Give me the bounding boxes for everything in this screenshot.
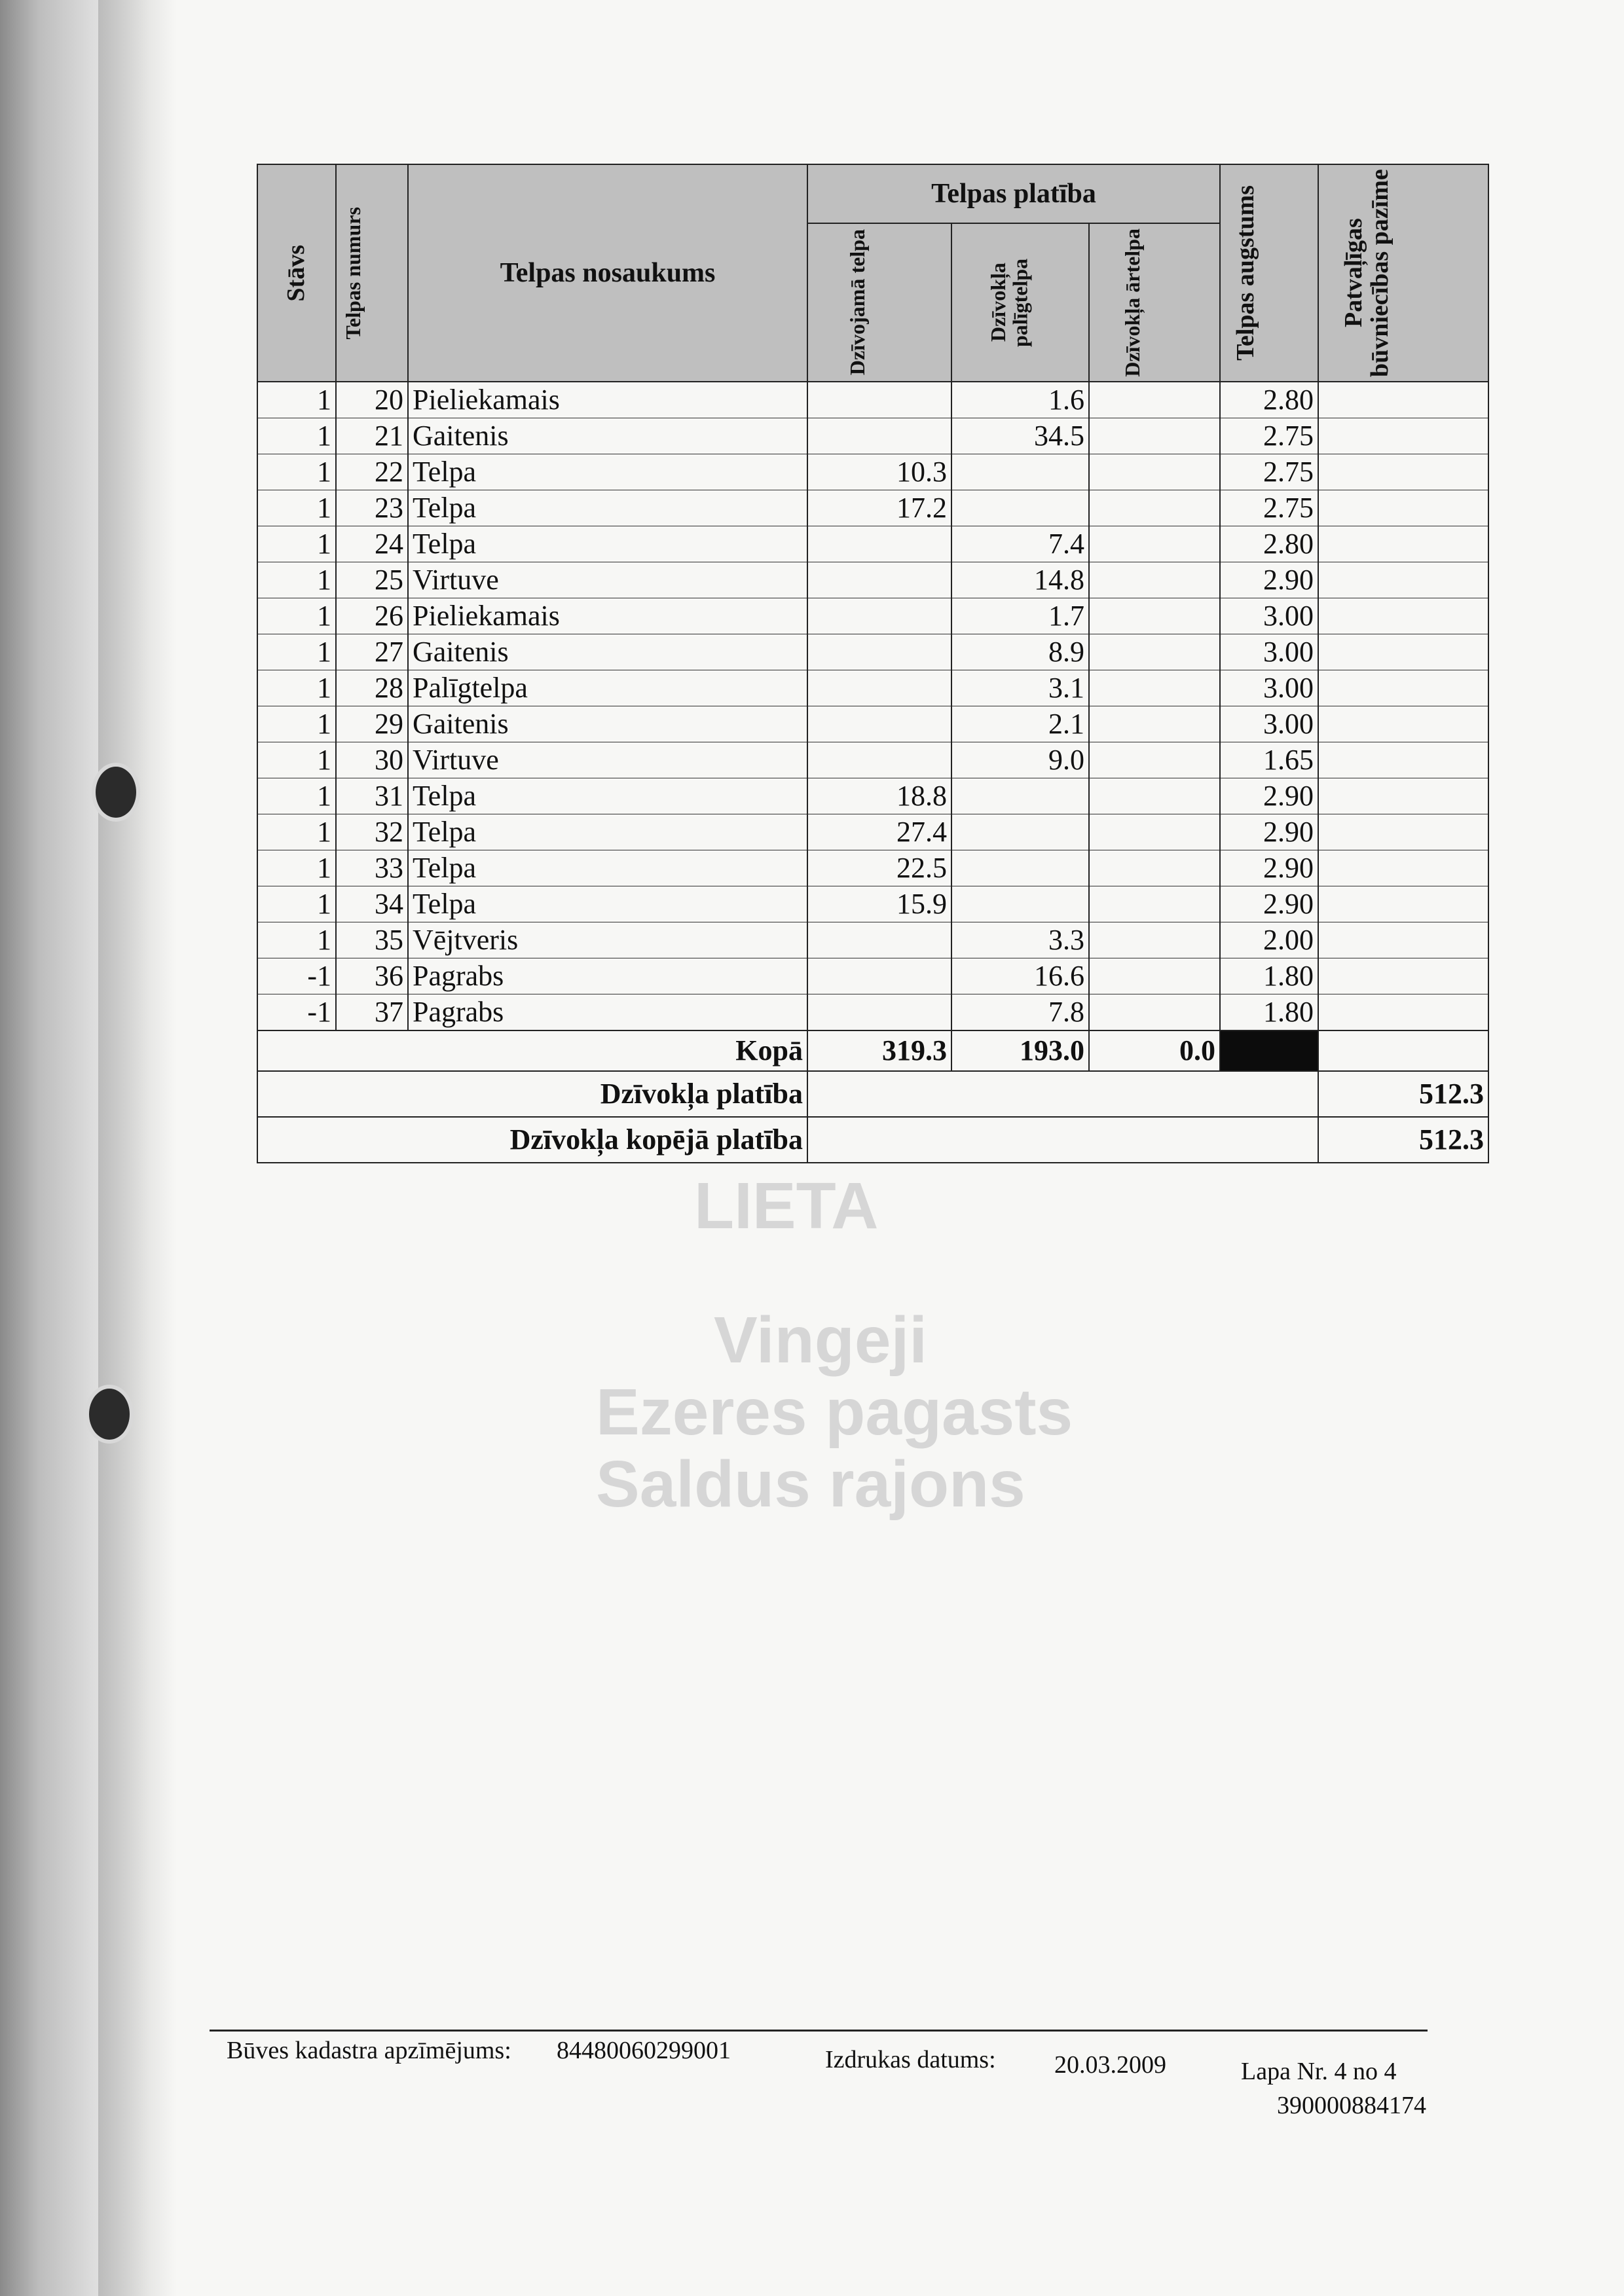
row-room-number: 24: [336, 526, 408, 562]
row-living-area: [807, 634, 951, 670]
row-height: 2.75: [1220, 454, 1318, 490]
row-unauthorized-mark: [1318, 778, 1488, 814]
row-unauthorized-mark: [1318, 742, 1488, 778]
row-unauthorized-mark: [1318, 526, 1488, 562]
row-room-number: 20: [336, 382, 408, 418]
row-floor: 1: [257, 598, 336, 634]
row-floor: 1: [257, 670, 336, 706]
table-row: [257, 490, 1488, 526]
cadastre-value: 84480060299001: [557, 2037, 731, 2064]
row-auxiliary-area: 1.6: [951, 382, 1089, 418]
header-room-number: Telpas numurs: [336, 164, 408, 382]
apartment-area-value: 512.3: [1318, 1071, 1488, 1117]
apartment-area-spacer: [807, 1071, 1318, 1117]
row-room-name: Pagrabs: [408, 994, 807, 1031]
row-floor: -1: [257, 994, 336, 1031]
row-auxiliary-area: 1.7: [951, 598, 1089, 634]
row-floor: 1: [257, 814, 336, 850]
row-height: 2.90: [1220, 850, 1318, 886]
row-auxiliary-area: 7.4: [951, 526, 1089, 562]
row-room-name: Telpa: [408, 526, 807, 562]
row-auxiliary-area: 2.1: [951, 706, 1089, 742]
row-height: 3.00: [1220, 706, 1318, 742]
row-height: 2.80: [1220, 526, 1318, 562]
row-auxiliary-area: 3.3: [951, 922, 1089, 958]
row-room-number: 31: [336, 778, 408, 814]
row-floor: 1: [257, 382, 336, 418]
row-living-area: [807, 742, 951, 778]
row-floor: 1: [257, 886, 336, 922]
row-auxiliary-area: 16.6: [951, 958, 1089, 994]
header-living: Dzīvojamā telpa: [807, 223, 951, 382]
row-outdoor-area: [1089, 850, 1220, 886]
row-auxiliary-area: [951, 850, 1089, 886]
row-unauthorized-mark: [1318, 958, 1488, 994]
row-outdoor-area: [1089, 418, 1220, 454]
row-living-area: [807, 922, 951, 958]
totals-auxiliary: 193.0: [951, 1030, 1089, 1071]
row-room-name: Gaitenis: [408, 706, 807, 742]
row-room-name: Palīgtelpa: [408, 670, 807, 706]
row-auxiliary-area: 8.9: [951, 634, 1089, 670]
ghost-text-line2: Ezeres pagasts: [596, 1376, 1073, 1449]
row-living-area: 10.3: [807, 454, 951, 490]
row-floor: 1: [257, 634, 336, 670]
row-unauthorized-mark: [1318, 922, 1488, 958]
totals-height-blacked: [1220, 1030, 1318, 1071]
row-living-area: 22.5: [807, 850, 951, 886]
totals-label: Kopā: [257, 1030, 807, 1071]
row-outdoor-area: [1089, 562, 1220, 598]
apartment-total-area-spacer: [807, 1117, 1318, 1163]
row-auxiliary-area: [951, 490, 1089, 526]
row-height: 1.65: [1220, 742, 1318, 778]
row-height: 1.80: [1220, 994, 1318, 1031]
row-unauthorized-mark: [1318, 562, 1488, 598]
table-row: [257, 598, 1488, 634]
row-floor: -1: [257, 958, 336, 994]
row-height: 3.00: [1220, 598, 1318, 634]
footer-rule: [210, 2030, 1428, 2032]
row-auxiliary-area: [951, 778, 1089, 814]
row-room-name: Virtuve: [408, 562, 807, 598]
header-outdoor: Dzīvokļa ārtelpa: [1089, 223, 1220, 382]
document-number: 390000884174: [1277, 2092, 1426, 2119]
row-unauthorized-mark: [1318, 994, 1488, 1031]
row-living-area: [807, 526, 951, 562]
row-living-area: 18.8: [807, 778, 951, 814]
header-area-group: Telpas platība: [807, 164, 1220, 223]
row-room-number: 32: [336, 814, 408, 850]
table-row: [257, 850, 1488, 886]
row-unauthorized-mark: [1318, 454, 1488, 490]
row-outdoor-area: [1089, 814, 1220, 850]
row-auxiliary-area: 9.0: [951, 742, 1089, 778]
table-row: [257, 922, 1488, 958]
row-auxiliary-area: 14.8: [951, 562, 1089, 598]
page-footer: [210, 2030, 1428, 2121]
row-auxiliary-area: 3.1: [951, 670, 1089, 706]
row-height: 2.00: [1220, 922, 1318, 958]
print-date-value: 20.03.2009: [1054, 2051, 1166, 2079]
row-floor: 1: [257, 742, 336, 778]
ghost-text-line3: Saldus rajons: [596, 1448, 1025, 1521]
row-outdoor-area: [1089, 454, 1220, 490]
row-auxiliary-area: [951, 886, 1089, 922]
row-outdoor-area: [1089, 922, 1220, 958]
row-unauthorized-mark: [1318, 382, 1488, 418]
row-height: 2.75: [1220, 490, 1318, 526]
table-row: [257, 670, 1488, 706]
row-unauthorized-mark: [1318, 706, 1488, 742]
header-floor: Stāvs: [257, 164, 336, 382]
table-row: [257, 778, 1488, 814]
row-floor: 1: [257, 706, 336, 742]
row-room-number: 21: [336, 418, 408, 454]
row-living-area: 15.9: [807, 886, 951, 922]
table-row: [257, 994, 1488, 1031]
row-room-number: 33: [336, 850, 408, 886]
row-outdoor-area: [1089, 490, 1220, 526]
row-room-number: 35: [336, 922, 408, 958]
header-auxiliary: Dzīvokļa palīgtelpa: [951, 223, 1089, 382]
row-auxiliary-area: [951, 814, 1089, 850]
table-row: [257, 454, 1488, 490]
row-living-area: 17.2: [807, 490, 951, 526]
row-room-name: Telpa: [408, 814, 807, 850]
row-outdoor-area: [1089, 706, 1220, 742]
ghost-text-line1: Vingeji: [714, 1303, 928, 1377]
row-room-number: 28: [336, 670, 408, 706]
row-unauthorized-mark: [1318, 490, 1488, 526]
row-outdoor-area: [1089, 670, 1220, 706]
row-living-area: [807, 598, 951, 634]
row-outdoor-area: [1089, 742, 1220, 778]
row-room-name: Virtuve: [408, 742, 807, 778]
row-height: 2.80: [1220, 382, 1318, 418]
row-height: 3.00: [1220, 670, 1318, 706]
row-living-area: 27.4: [807, 814, 951, 850]
table-row: [257, 382, 1488, 418]
row-room-name: Pagrabs: [408, 958, 807, 994]
header-room-name: Telpas nosaukums: [408, 164, 807, 382]
row-room-number: 25: [336, 562, 408, 598]
table-row: [257, 418, 1488, 454]
table-row: [257, 562, 1488, 598]
table-row: [257, 634, 1488, 670]
row-height: 2.90: [1220, 562, 1318, 598]
table-row: [257, 526, 1488, 562]
row-room-name: Gaitenis: [408, 634, 807, 670]
row-living-area: [807, 994, 951, 1031]
row-floor: 1: [257, 778, 336, 814]
row-room-number: 27: [336, 634, 408, 670]
row-floor: 1: [257, 922, 336, 958]
totals-outdoor: 0.0: [1089, 1030, 1220, 1071]
row-room-number: 30: [336, 742, 408, 778]
row-floor: 1: [257, 850, 336, 886]
row-living-area: [807, 382, 951, 418]
table-row: [257, 958, 1488, 994]
row-height: 2.90: [1220, 778, 1318, 814]
row-room-number: 23: [336, 490, 408, 526]
row-height: 2.90: [1220, 814, 1318, 850]
row-room-name: Gaitenis: [408, 418, 807, 454]
row-room-number: 37: [336, 994, 408, 1031]
ghost-text-line4: LIETA: [694, 1169, 879, 1243]
row-room-name: Telpa: [408, 454, 807, 490]
row-outdoor-area: [1089, 958, 1220, 994]
totals-empty: [1318, 1030, 1488, 1071]
row-room-number: 34: [336, 886, 408, 922]
row-room-number: 26: [336, 598, 408, 634]
row-living-area: [807, 418, 951, 454]
header-height: Telpas augstums: [1220, 164, 1318, 382]
row-room-name: Pieliekamais: [408, 382, 807, 418]
table-row: [257, 742, 1488, 778]
row-auxiliary-area: 34.5: [951, 418, 1089, 454]
totals-living: 319.3: [807, 1030, 951, 1071]
row-height: 1.80: [1220, 958, 1318, 994]
punch-hole-top: [92, 763, 140, 822]
row-auxiliary-area: 7.8: [951, 994, 1089, 1031]
row-floor: 1: [257, 454, 336, 490]
row-room-number: 36: [336, 958, 408, 994]
apartment-total-area-value: 512.3: [1318, 1117, 1488, 1163]
row-outdoor-area: [1089, 778, 1220, 814]
row-height: 3.00: [1220, 634, 1318, 670]
row-height: 2.90: [1220, 886, 1318, 922]
row-outdoor-area: [1089, 598, 1220, 634]
row-outdoor-area: [1089, 886, 1220, 922]
row-outdoor-area: [1089, 526, 1220, 562]
table-row: [257, 814, 1488, 850]
apartment-area-label: Dzīvokļa platība: [257, 1071, 807, 1117]
row-outdoor-area: [1089, 382, 1220, 418]
row-floor: 1: [257, 526, 336, 562]
rooms-table: [257, 164, 1489, 1163]
table-row: [257, 886, 1488, 922]
header-unauthorized: Patvaļīgas būvniecības pazīme: [1318, 164, 1488, 382]
row-outdoor-area: [1089, 994, 1220, 1031]
row-unauthorized-mark: [1318, 850, 1488, 886]
row-room-name: Telpa: [408, 886, 807, 922]
row-living-area: [807, 670, 951, 706]
print-date-label: Izdrukas datums:: [825, 2046, 996, 2073]
row-unauthorized-mark: [1318, 670, 1488, 706]
apartment-total-area-label: Dzīvokļa kopējā platība: [257, 1117, 807, 1163]
row-room-name: Pieliekamais: [408, 598, 807, 634]
punch-hole-bottom: [85, 1385, 134, 1444]
row-room-name: Telpa: [408, 778, 807, 814]
table-row: [257, 706, 1488, 742]
row-room-number: 22: [336, 454, 408, 490]
rooms-table-body: [257, 382, 1488, 1030]
row-outdoor-area: [1089, 634, 1220, 670]
row-unauthorized-mark: [1318, 418, 1488, 454]
row-floor: 1: [257, 418, 336, 454]
row-floor: 1: [257, 562, 336, 598]
cadastre-label: Būves kadastra apzīmējums:: [227, 2037, 511, 2064]
page-number: Lapa Nr. 4 no 4: [1241, 2058, 1397, 2085]
row-room-name: Telpa: [408, 490, 807, 526]
row-living-area: [807, 958, 951, 994]
row-living-area: [807, 706, 951, 742]
row-room-number: 29: [336, 706, 408, 742]
row-auxiliary-area: [951, 454, 1089, 490]
row-floor: 1: [257, 490, 336, 526]
row-height: 2.75: [1220, 418, 1318, 454]
row-unauthorized-mark: [1318, 634, 1488, 670]
row-unauthorized-mark: [1318, 598, 1488, 634]
row-room-name: Telpa: [408, 850, 807, 886]
row-unauthorized-mark: [1318, 814, 1488, 850]
scan-edge-shadow-inner: [98, 0, 177, 2296]
row-room-name: Vējtveris: [408, 922, 807, 958]
row-unauthorized-mark: [1318, 886, 1488, 922]
row-living-area: [807, 562, 951, 598]
